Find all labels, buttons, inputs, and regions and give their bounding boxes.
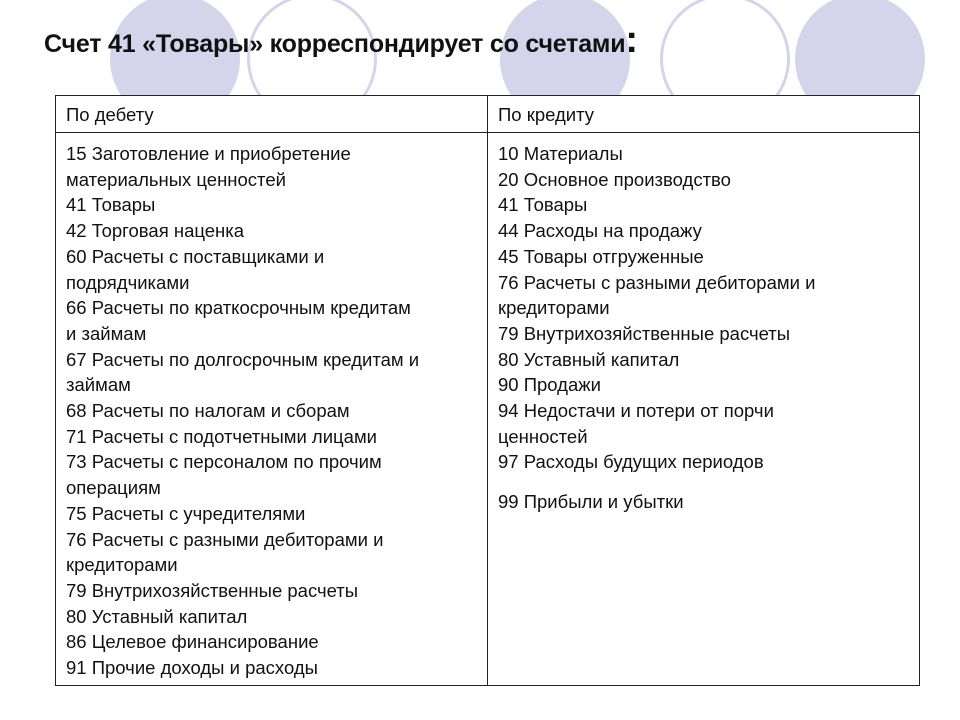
credit-line: 20 Основное производство bbox=[498, 168, 731, 190]
debit-cell bbox=[56, 133, 488, 686]
table-row bbox=[56, 133, 920, 686]
debit-line: 68 Расчеты по налогам и сборам bbox=[66, 400, 350, 422]
debit-line: материальных ценностей bbox=[66, 168, 286, 190]
debit-line: 71 Расчеты с подотчетными лицами bbox=[66, 425, 377, 447]
credit-line: 90 Продажи bbox=[498, 374, 601, 396]
credit-line: 45 Товары отгруженные bbox=[498, 245, 704, 267]
credit-line: 79 Внутрихозяйственные расчеты bbox=[498, 322, 791, 344]
table-header-row bbox=[56, 96, 920, 133]
debit-line: 91 Прочие доходы и расходы bbox=[66, 657, 318, 679]
debit-line: 60 Расчеты с поставщиками и bbox=[66, 245, 325, 267]
debit-line: 66 Расчеты по краткосрочным кредитам bbox=[66, 297, 411, 319]
debit-line: 79 Внутрихозяйственные расчеты bbox=[66, 579, 359, 601]
debit-line: 80 Уставный капитал bbox=[66, 605, 248, 627]
debit-line: кредиторами bbox=[66, 554, 178, 576]
credit-line: 94 Недостачи и потери от порчи bbox=[498, 400, 774, 422]
credit-line: 97 Расходы будущих периодов bbox=[498, 451, 764, 473]
header-debit: По дебету bbox=[56, 96, 488, 133]
credit-line: ценностей bbox=[498, 425, 588, 447]
credit-cell bbox=[488, 133, 920, 686]
page-title-text: Счет 41 «Товары» корреспондирует со счетами bbox=[44, 30, 626, 58]
debit-line: 67 Расчеты по долгосрочным кредитам и bbox=[66, 348, 420, 370]
debit-line: 42 Торговая наценка bbox=[66, 220, 245, 242]
debit-line: 73 Расчеты с персоналом по прочим bbox=[66, 451, 382, 473]
debit-line: и займам bbox=[66, 322, 147, 344]
debit-line: 86 Целевое финансирование bbox=[66, 631, 319, 653]
header-credit: По кредиту bbox=[488, 96, 920, 133]
credit-line: кредиторами bbox=[498, 297, 610, 319]
page-title-colon: : bbox=[625, 19, 638, 61]
credit-line: 41 Товары bbox=[498, 194, 588, 216]
correspondence-table bbox=[55, 95, 920, 686]
credit-line: 10 Материалы bbox=[498, 143, 623, 164]
debit-line: займам bbox=[66, 374, 131, 396]
credit-line: 44 Расходы на продажу bbox=[498, 220, 702, 242]
debit-line: 75 Расчеты с учредителями bbox=[66, 502, 306, 524]
credit-line: 80 Уставный капитал bbox=[498, 348, 680, 370]
debit-line: подрядчиками bbox=[66, 271, 190, 293]
debit-line: 76 Расчеты с разными дебиторами и bbox=[66, 528, 384, 550]
debit-line: операциям bbox=[66, 477, 161, 499]
debit-line: 15 Заготовление и приобретение bbox=[66, 143, 351, 164]
page-title bbox=[44, 19, 638, 61]
credit-line: 99 Прибыли и убытки bbox=[498, 491, 684, 513]
debit-line: 41 Товары bbox=[66, 194, 156, 216]
credit-line: 76 Расчеты с разными дебиторами и bbox=[498, 271, 816, 293]
